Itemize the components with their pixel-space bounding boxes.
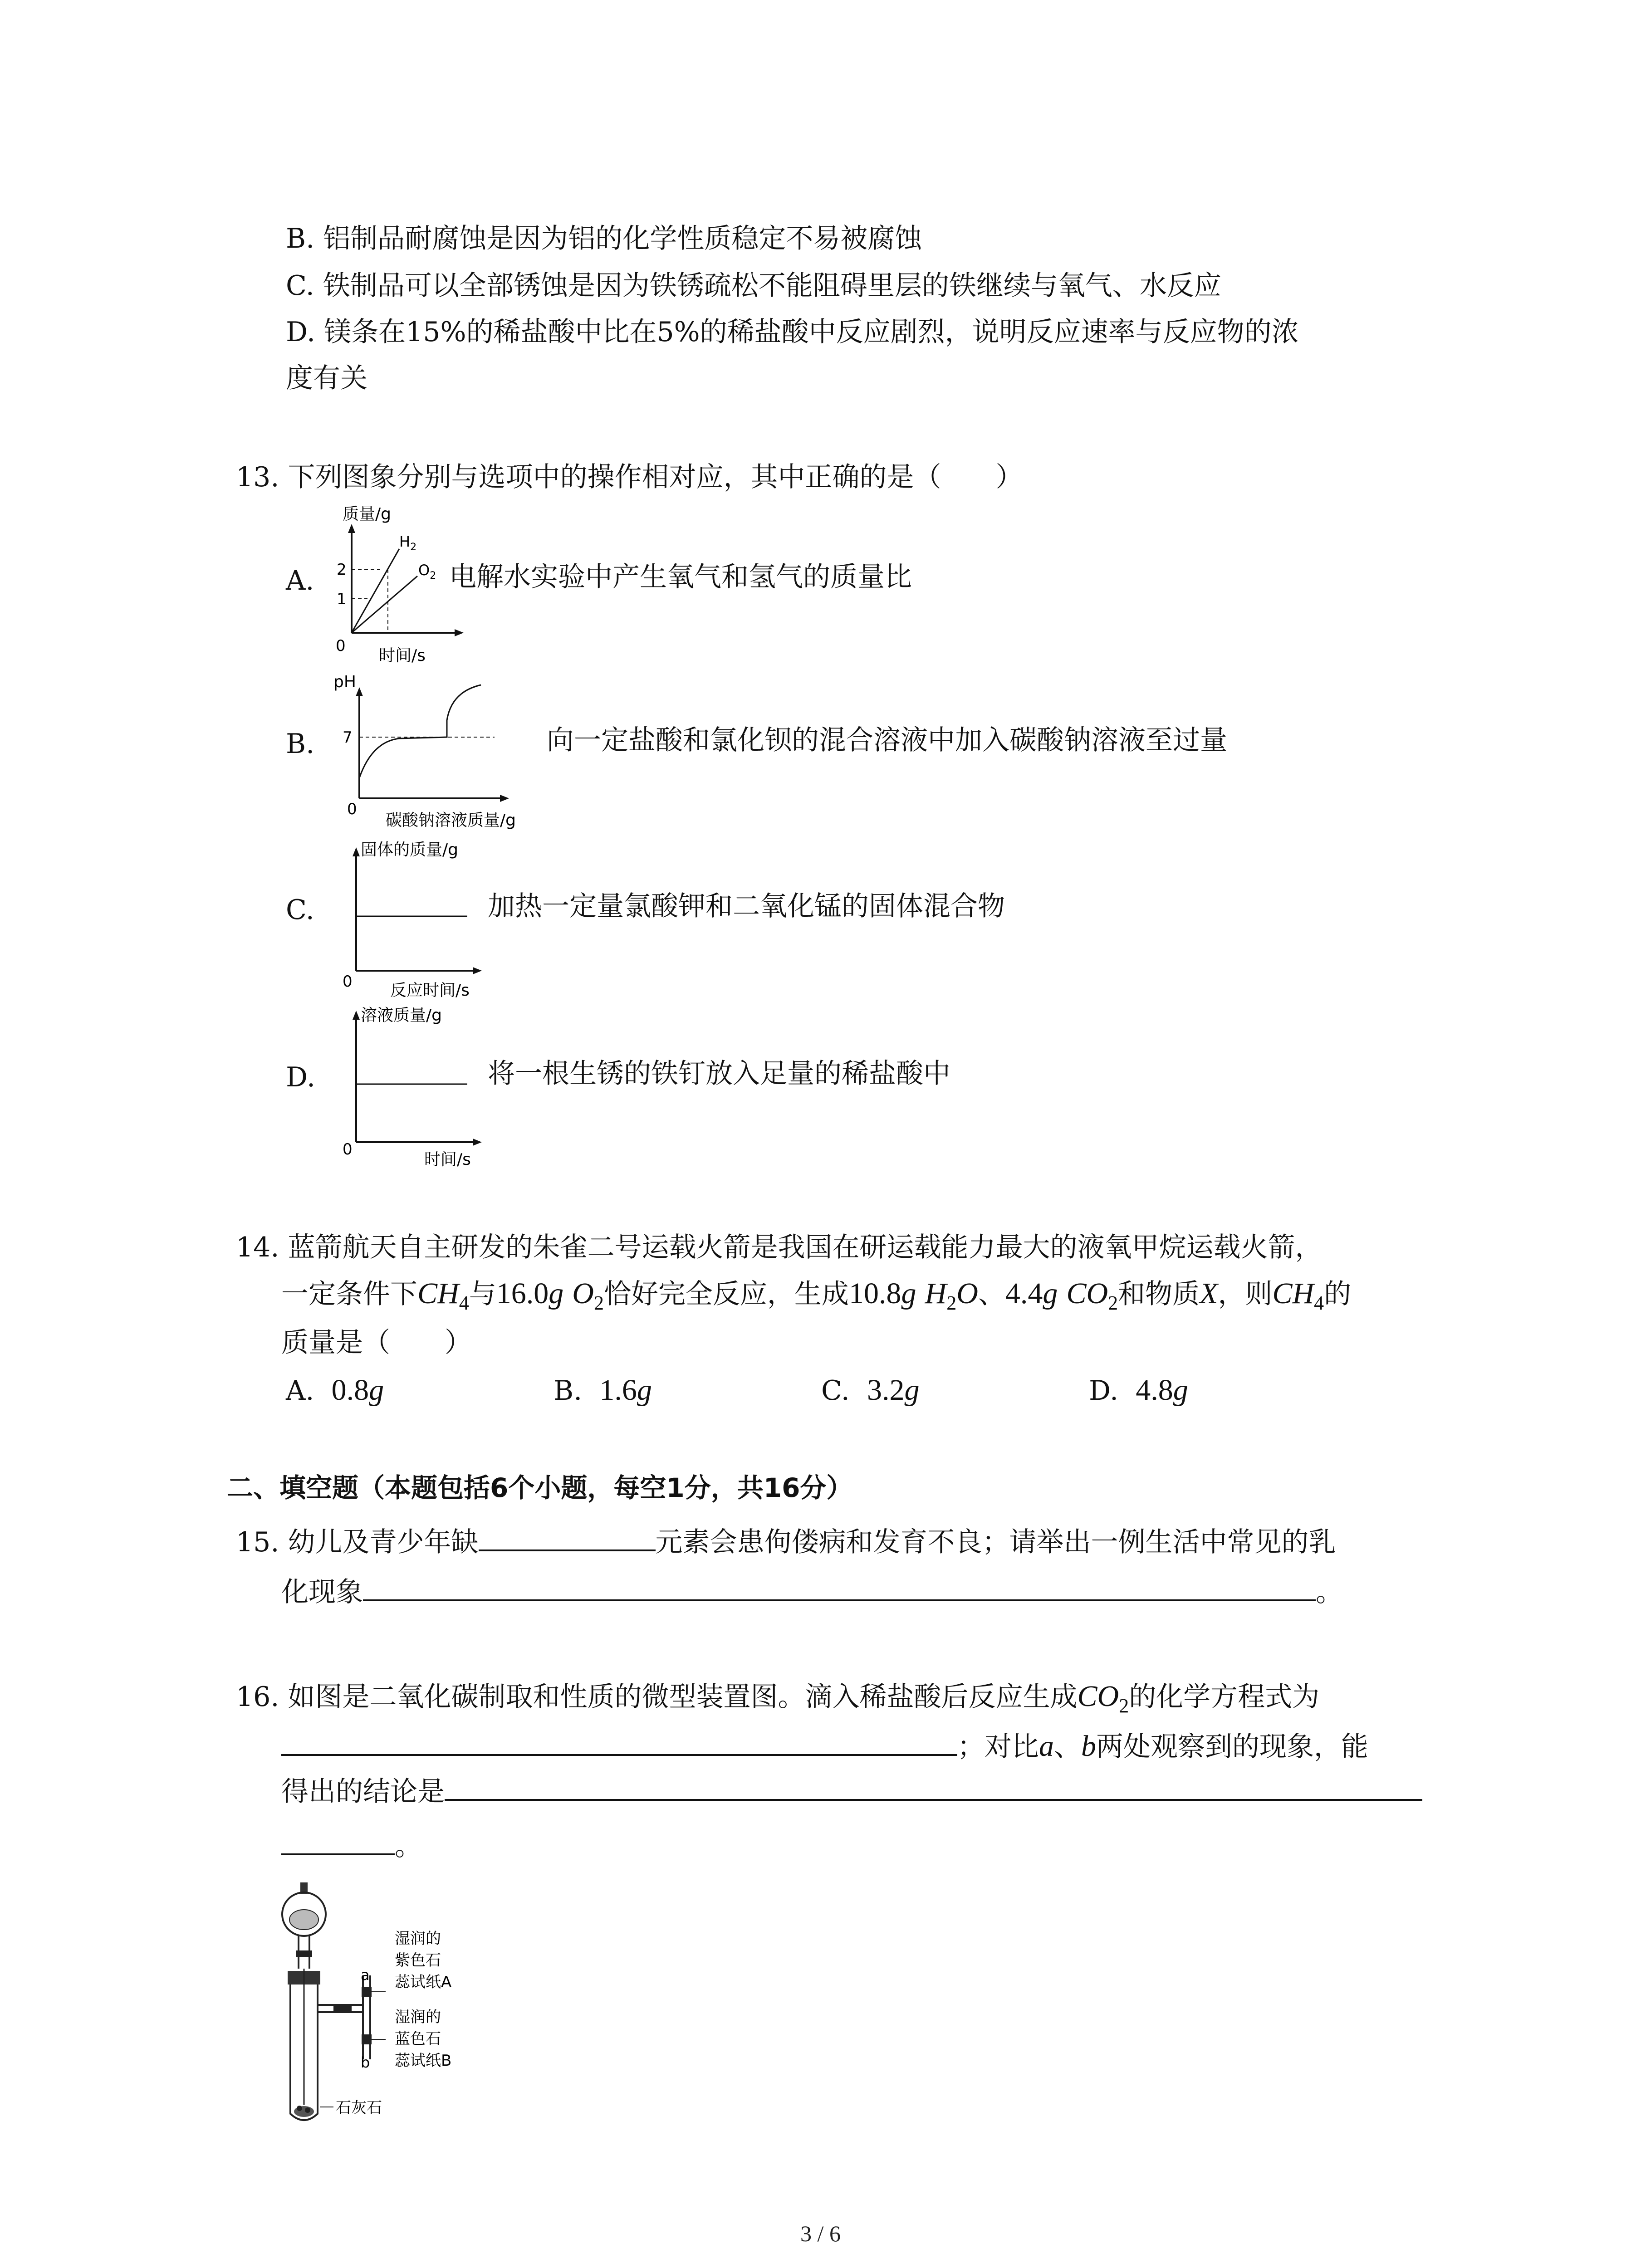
q16-line3: 得出的结论是 (281, 1774, 1422, 1810)
q13-option-d-text: 将一根生锈的铁钉放入足量的稀盐酸中 (488, 1058, 950, 1090)
graph-a-line-o2: $O_2$ (418, 562, 436, 582)
fig-paper-b-2: 蓝色石 (395, 2030, 441, 2048)
fig-paper-a-2: 紫色石 (395, 1951, 441, 1970)
q16-blank-conclusion-end[interactable] (281, 1828, 395, 1855)
q12-option-b: B. 铝制品耐腐蚀是因为铝的化学性质稳定不易被腐蚀 (286, 223, 922, 254)
graph-a-xlabel: 时间/s (379, 646, 426, 665)
ch4-formula: $CH_4$ (417, 1277, 469, 1314)
q14-option-b: B. 1.6g (554, 1374, 652, 1407)
co2-formula: $CO_2$ (1066, 1277, 1118, 1314)
fig-paper-a-3: 蕊试纸A (395, 1973, 452, 1991)
graph-a-tick-2: 2 (337, 561, 347, 579)
q16-apparatus-figure (272, 1878, 508, 2132)
q14-line1: 14. 蓝箭航天自主研发的朱雀二号运载火箭是我国在研运载能力最大的液氧甲烷运载火箭， (236, 1232, 1323, 1263)
q13-option-d-letter: D. (286, 1061, 316, 1093)
graph-c-xlabel: 反应时间/s (390, 981, 470, 1000)
q13-option-a-letter: A. (286, 565, 314, 596)
fig-label-b: b (361, 2054, 370, 2071)
q15-blank-1[interactable] (479, 1524, 656, 1551)
graph-b-tick-7: 7 (343, 728, 353, 747)
q16-line4: 。 (281, 1828, 422, 1864)
fig-label-a: a (361, 1966, 370, 1984)
q12-option-d-line2: 度有关 (286, 362, 367, 394)
graph-b-ylabel: pH (333, 673, 356, 691)
o2-formula: $O_2$ (572, 1277, 604, 1314)
q13-graph-d (331, 998, 513, 1170)
q13-graph-b (331, 667, 567, 835)
q14-option-c: C. 3.2g (821, 1374, 920, 1407)
fig-stone-label: 石灰石 (336, 2099, 382, 2117)
q13-option-a-text: 电解水实验中产生氧气和氢气的质量比 (449, 561, 912, 593)
q13-option-b-letter: B. (286, 728, 315, 760)
graph-b-origin: 0 (347, 800, 357, 818)
q12-option-c: C. 铁制品可以全部锈蚀是因为铁锈疏松不能阻碍里层的铁继续与氧气、水反应 (286, 270, 1221, 302)
q13-option-b-text: 向一定盐酸和氯化钡的混合溶液中加入碳酸钠溶液至过量 (547, 724, 1227, 756)
page-number: 3 / 6 (800, 2221, 841, 2246)
q14-option-a: A. 0.8g (286, 1374, 384, 1407)
q13-stem: 13. 下列图象分别与选项中的操作相对应，其中正确的是（ ） (236, 461, 1023, 493)
graph-a-ylabel: 质量/g (343, 505, 391, 523)
q14-line3: 质量是（ ） (281, 1327, 472, 1359)
q16-blank-equation[interactable] (281, 1729, 957, 1756)
q13-graph-c (331, 835, 513, 1002)
graph-d-xlabel: 时间/s (424, 1150, 471, 1169)
q15-blank-2[interactable] (363, 1574, 1316, 1601)
graph-a-origin: 0 (336, 637, 346, 655)
graph-d-origin: 0 (343, 1140, 353, 1158)
fig-paper-a-1: 湿润的 (395, 1930, 441, 1948)
q14-option-d: D. 4.8g (1089, 1374, 1188, 1407)
q14-line2: 一定条件下$CH_4$与16.0g $O_2$恰好完全反应，生成10.8g $H_2O$、4.4g $CO_2$和物质X，则$CH_4$的 (281, 1277, 1352, 1314)
fig-paper-b-1: 湿润的 (395, 2008, 441, 2026)
q15-line1: 15. 幼儿及青少年缺 元素会患佝偻病和发育不良；请举出一例生活中常见的乳 (236, 1524, 1336, 1560)
graph-c-origin: 0 (343, 973, 353, 991)
q13-option-c-text: 加热一定量氯酸钾和二氧化锰的固体混合物 (488, 890, 1005, 922)
q15-line2: 化现象 。 (281, 1574, 1343, 1610)
q13-option-c-letter: C. (286, 894, 314, 926)
graph-c-ylabel: 固体的质量/g (361, 841, 458, 859)
graph-b-xlabel: 碳酸钠溶液质量/g (386, 811, 516, 830)
graph-d-ylabel: 溶液质量/g (361, 1006, 442, 1025)
graph-a-line-h2: $H_2$ (399, 533, 417, 553)
h2o-formula: $H_2O$ (925, 1277, 978, 1314)
q12-option-d-line1: D. 镁条在15%的稀盐酸中比在5%的稀盐酸中反应剧烈，说明反应速率与反应物的浓 (286, 316, 1299, 348)
q16-line1: 16. 如图是二氧化碳制取和性质的微型装置图。滴入稀盐酸后反应生成$CO_2$的化学方程式为 (236, 1680, 1320, 1717)
q16-blank-conclusion[interactable] (445, 1774, 1422, 1801)
graph-a-tick-1: 1 (337, 590, 347, 608)
fig-paper-b-3: 蕊试纸B (395, 2052, 452, 2070)
q16-line2: ；对比a、b两处观察到的现象，能 (281, 1728, 1368, 1765)
section-2-title: 二、填空题（本题包括6个小题，每空1分，共16分） (227, 1472, 853, 1503)
